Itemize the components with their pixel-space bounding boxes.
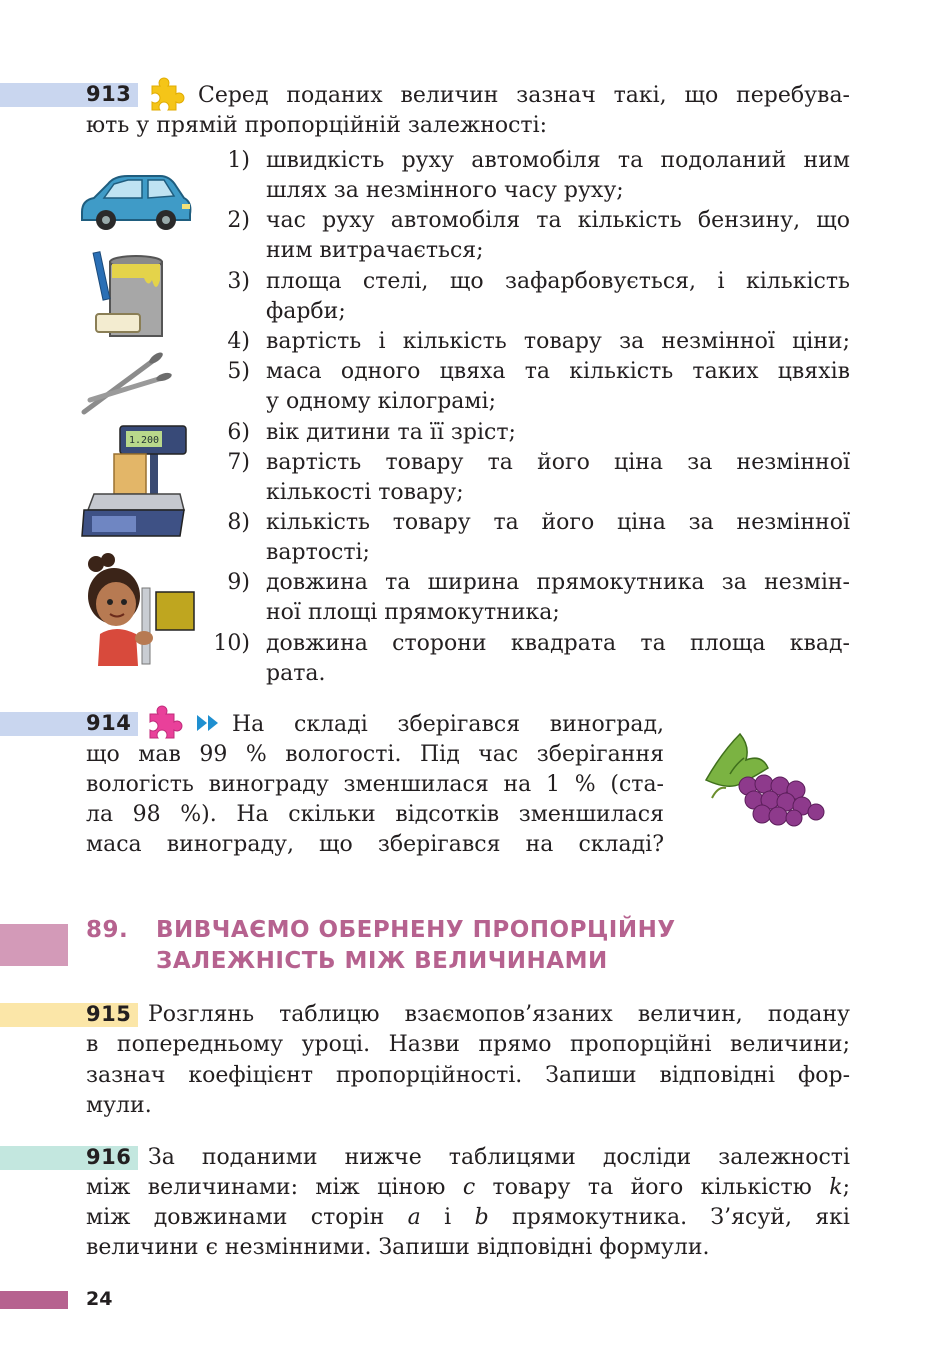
item-number: 2) bbox=[227, 208, 250, 233]
item-line: швидкість руху автомобіля та подоланий ним bbox=[266, 148, 850, 173]
pink-puzzle-icon bbox=[144, 706, 184, 740]
item-number: 9) bbox=[227, 570, 250, 595]
item-number: 1) bbox=[227, 148, 250, 173]
task-913-number: 913 bbox=[86, 82, 132, 106]
item-number: 4) bbox=[227, 329, 250, 354]
item-line: вартість і кількість товару за незмінної ціни; bbox=[266, 329, 850, 354]
item-line: ним витрачається; bbox=[266, 238, 484, 263]
paint-bucket-roller-illustration bbox=[90, 248, 170, 344]
task-915-number: 915 bbox=[86, 1002, 132, 1026]
item-line: вартості; bbox=[266, 540, 370, 565]
grapes-illustration bbox=[696, 728, 832, 832]
page-number-bar bbox=[0, 1291, 68, 1309]
text-fragment: між величинами: між ціною bbox=[86, 1175, 463, 1200]
item-number: 5) bbox=[227, 359, 250, 384]
girl-illustration bbox=[80, 554, 198, 670]
variable-c: c bbox=[462, 1175, 476, 1200]
double-arrow-icon bbox=[196, 714, 220, 732]
task-914-number: 914 bbox=[86, 711, 132, 735]
variable-a: a bbox=[407, 1205, 421, 1230]
nails-illustration bbox=[80, 352, 172, 418]
task-915-line-1: Розглянь таблицю взаємопов’язаних величин, подану bbox=[148, 1002, 850, 1027]
scale-display-text: 1.200 bbox=[128, 435, 160, 446]
item-line: кількість товару та його ціна за незмінної bbox=[266, 510, 850, 535]
task-916-line-1: За поданими нижче таблицями досліди залежності bbox=[148, 1145, 850, 1170]
scale-illustration bbox=[80, 424, 186, 540]
task-915-line-2: в попередньому уроці. Назви прямо пропорційні величини; bbox=[86, 1032, 850, 1057]
text-fragment: ; bbox=[842, 1175, 850, 1200]
item-line: вік дитини та її зріст; bbox=[266, 420, 516, 445]
text-fragment: товару та його кількістю bbox=[475, 1175, 830, 1200]
text-fragment: і bbox=[420, 1205, 475, 1230]
item-number: 7) bbox=[227, 450, 250, 475]
task-913-intro-line-1: Серед поданих величин зазнач такі, що перебува- bbox=[198, 83, 850, 108]
page-number: 24 bbox=[86, 1288, 113, 1310]
item-line: площа стелі, що зафарбовується, і кількість bbox=[266, 269, 850, 294]
task-915-line-4: мули. bbox=[86, 1093, 152, 1118]
task-916-number: 916 bbox=[86, 1145, 132, 1169]
item-line: довжина та ширина прямокутника за незмін- bbox=[266, 570, 850, 595]
task-916-line-2 bbox=[86, 1173, 850, 1203]
item-line: кількості товару; bbox=[266, 480, 464, 505]
yellow-puzzle-icon bbox=[146, 78, 186, 112]
car-illustration bbox=[78, 170, 194, 232]
text-fragment: між довжинами сторін bbox=[86, 1205, 408, 1230]
item-line: у одному кілограмі; bbox=[266, 389, 496, 414]
item-number: 6) bbox=[227, 420, 250, 445]
item-line: ної площі прямокутника; bbox=[266, 600, 560, 625]
item-line: фарби; bbox=[266, 299, 346, 324]
task-914-line-5: маса винограду, що зберігався на складі? bbox=[86, 832, 664, 857]
section-bar bbox=[0, 924, 68, 966]
task-914-line-4: ла 98 %). На скільки відсотків зменшилася bbox=[86, 802, 664, 827]
task-916-line-3 bbox=[86, 1203, 850, 1233]
item-line: маса одного цвяха та кількість таких цвяхів bbox=[266, 359, 850, 384]
section-title-line-1: ВИВЧАЄМО ОБЕРНЕНУ ПРОПОРЦІЙНУ bbox=[156, 917, 676, 943]
item-line: шлях за незмінного часу руху; bbox=[266, 178, 624, 203]
item-line: час руху автомобіля та кількість бензину, що bbox=[266, 208, 850, 233]
text-fragment: прямокутника. З’ясуй, які bbox=[488, 1205, 850, 1230]
task-914-line-2: що мав 99 % вологості. Під час зберігання bbox=[86, 742, 664, 767]
item-line: довжина сторони квадрата та площа квад- bbox=[266, 631, 850, 656]
item-number: 8) bbox=[227, 510, 250, 535]
variable-k: k bbox=[829, 1175, 843, 1200]
task-916-line-4: величини є незмінними. Запиши відповідні формули. bbox=[86, 1235, 710, 1260]
task-914-line-1: На складі зберігався виноград, bbox=[232, 712, 664, 737]
task-913-intro-line-2: ють у прямій пропорційній залежності: bbox=[86, 113, 548, 138]
item-number: 10) bbox=[213, 631, 250, 656]
task-915-line-3: зазнач коефіцієнт пропорційності. Запиши відповідні фор- bbox=[86, 1063, 850, 1088]
item-line: вартість товару та його ціна за незмінної bbox=[266, 450, 850, 475]
item-line: рата. bbox=[266, 661, 326, 686]
item-number: 3) bbox=[227, 269, 250, 294]
task-914-line-3: вологість винограду зменшилася на 1 % (ста- bbox=[86, 772, 664, 797]
section-title-line-2: ЗАЛЕЖНІСТЬ МІЖ ВЕЛИЧИНАМИ bbox=[156, 948, 608, 974]
variable-b: b bbox=[474, 1205, 489, 1230]
section-number: 89. bbox=[86, 917, 129, 943]
